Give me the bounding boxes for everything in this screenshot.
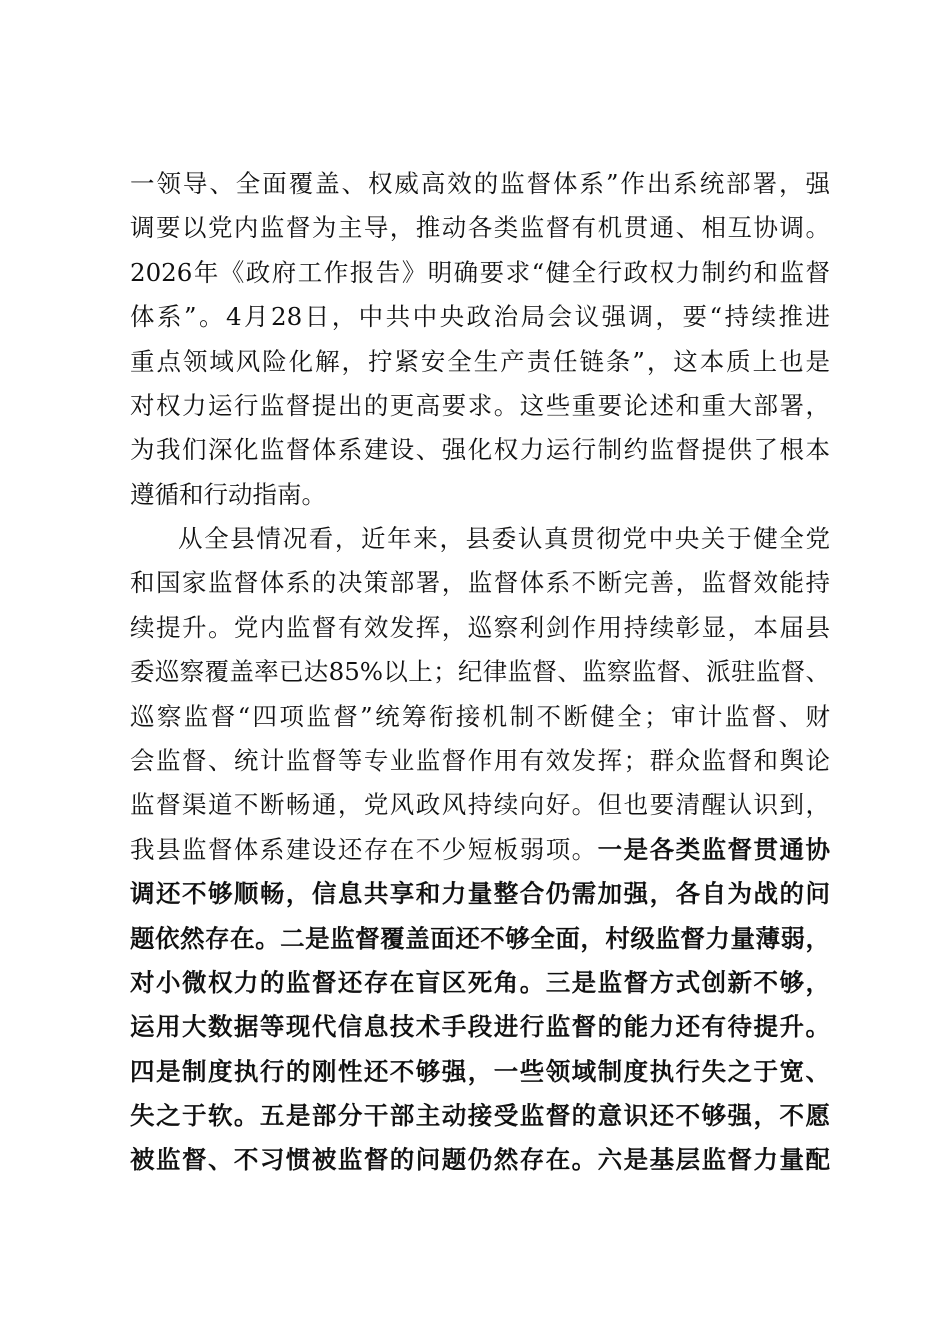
paragraph-2 [130,517,830,1183]
paragraph-line: 调要以党内监督为主导，推动各类监督有机贯通、相互协调。 [130,213,830,243]
bold-text: 一是各类监督贯通协 [597,834,831,864]
paragraph-line: 巡察监督“四项监督”统筹衔接机制不断健全；审计监督、财 [130,701,830,731]
paragraph-line: 为我们深化监督体系建设、强化权力运行制约监督提供了根本 [130,435,830,465]
paragraph-line: 续提升。党内监督有效发挥，巡察利剑作用持续彰显，本届县 [130,612,830,642]
paragraph-line: 体系”。4月28日，中共中央政治局会议强调，要“持续推进 [130,302,830,332]
bold-line: 四是制度执行的刚性还不够强，一些领域制度执行失之于宽、 [130,1056,830,1086]
paragraph-line: 对权力运行监督提出的更高要求。这些重要论述和重大部署， [130,390,830,420]
paragraph-line: 遵循和行动指南。 [130,479,326,509]
normal-text: 我县监督体系建设还存在不少短板弱项。 [130,834,598,864]
paragraph-line: 一领导、全面覆盖、权威高效的监督体系”作出系统部署，强 [130,169,830,198]
bold-line: 运用大数据等现代信息技术手段进行监督的能力还有待提升。 [130,1012,830,1042]
paragraph-line: 监督渠道不断畅通，党风政风持续向好。但也要清醒认识到， [130,790,830,820]
paragraph-line: 从全县情况看，近年来，县委认真贯彻党中央关于健全党 [178,524,830,553]
paragraph-1 [130,162,830,517]
bold-line: 题依然存在。二是监督覆盖面还不够全面，村级监督力量薄弱， [130,923,830,953]
mixed-line [130,828,830,872]
paragraph-line: 委巡察覆盖率已达85%以上；纪律监督、监察监督、派驻监督、 [130,657,830,687]
bold-line: 被监督、不习惯被监督的问题仍然存在。六是基层监督力量配 [130,1145,830,1175]
bold-line: 对小微权力的监督还存在盲区死角。三是监督方式创新不够， [130,967,830,997]
paragraph-line: 2026年《政府工作报告》明确要求“健全行政权力制约和监督 [130,257,830,287]
bold-line: 调还不够顺畅，信息共享和力量整合仍需加强，各自为战的问 [130,879,830,909]
paragraph-line: 重点领域风险化解，拧紧安全生产责任链条”，这本质上也是 [130,346,830,376]
paragraph-line: 和国家监督体系的决策部署，监督体系不断完善，监督效能持 [130,568,830,598]
bold-line: 失之于软。五是部分干部主动接受监督的意识还不够强，不愿 [130,1101,830,1131]
paragraph-line: 会监督、统计监督等专业监督作用有效发挥；群众监督和舆论 [130,745,830,775]
